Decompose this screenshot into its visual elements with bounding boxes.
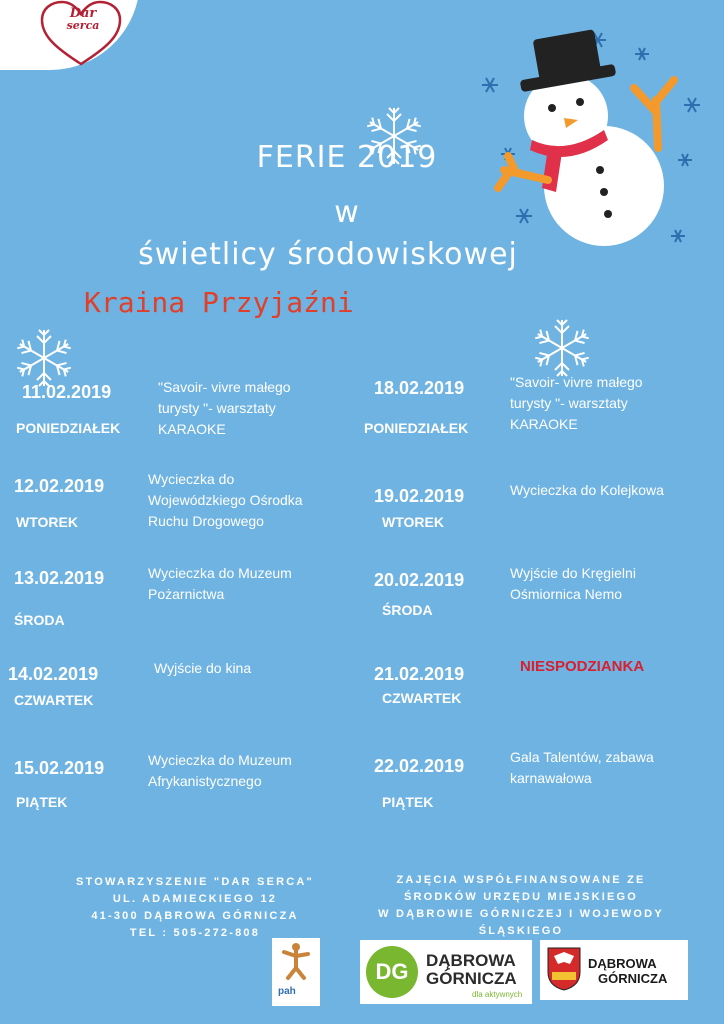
date-right-1: 18.02.2019	[374, 378, 465, 398]
day-left-4: CZWARTEK	[14, 692, 94, 708]
city-name-line2: GÓRNICZA	[598, 971, 668, 986]
activity-line: turysty "- warsztaty	[510, 395, 628, 411]
activity-line: Ruchu Drogowego	[148, 513, 264, 529]
day-right-4: CZWARTEK	[382, 690, 462, 706]
activity-line: Gala Talentów, zabawa	[510, 749, 654, 765]
city-crest-logo	[540, 940, 688, 1000]
activity-line: "Savoir- vivre małego	[510, 374, 643, 390]
footer-line: TEL : 505-272-808	[129, 927, 261, 939]
footer-line: ŚLĄSKIEGO	[478, 925, 564, 937]
activity-line: Wycieczka do Kolejkowa	[510, 482, 664, 498]
day-right-2: WTOREK	[382, 514, 444, 530]
logo-text	[48, 8, 118, 32]
date-left-5: 15.02.2019	[14, 758, 105, 778]
title-line3: świetlicy środowiskowej	[138, 237, 518, 272]
city-name	[588, 956, 667, 986]
day-left-3: ŚRODA	[14, 612, 65, 628]
footer-line: 41-300 DĄBROWA GÓRNICZA	[91, 910, 299, 922]
pah-text: pah	[278, 986, 296, 997]
city-name-line1: DĄBROWA	[588, 956, 657, 971]
activity-right-5	[510, 747, 654, 789]
dg-mark: DG	[366, 946, 418, 998]
activity-line: Afrykanistycznego	[148, 773, 262, 789]
snowflake-icon	[530, 316, 594, 380]
date-right-4: 21.02.2019	[374, 664, 465, 684]
date-right-5: 22.02.2019	[374, 756, 465, 776]
date-left-1: 11.02.2019	[22, 382, 112, 402]
dg-tagline: dla aktywnych	[472, 990, 523, 999]
activity-line: KARAOKE	[158, 421, 226, 437]
dg-name-line2: GÓRNICZA	[426, 969, 517, 988]
footer-line: ŚRODKÓW URZĘDU MIEJSKIEGO	[403, 891, 639, 903]
activity-line: turysty "- warsztaty	[158, 400, 276, 416]
pah-logo	[272, 938, 320, 1006]
activity-right-2	[510, 480, 664, 501]
footer-address	[40, 874, 350, 942]
day-left-5: PIĄTEK	[16, 794, 68, 810]
footer-line: ZAJĘCIA WSPÓŁFINANSOWANE ZE	[396, 874, 646, 886]
title-line2: w	[334, 195, 360, 230]
activity-line: Wycieczka do Muzeum	[148, 752, 292, 768]
day-right-1: PONIEDZIAŁEK	[364, 420, 469, 436]
coat-of-arms-icon	[546, 946, 582, 992]
activity-line: KARAOKE	[510, 416, 578, 432]
activity-line: karnawałowa	[510, 770, 592, 786]
activity-left-3	[148, 563, 292, 605]
activity-line: Wojewódzkiego Ośrodka	[148, 492, 303, 508]
activity-left-2	[148, 469, 303, 532]
activity-line: Wycieczka do	[148, 471, 235, 487]
dg-name	[426, 952, 517, 988]
snowflake-icon	[12, 326, 76, 390]
activity-line: Wycieczka do Muzeum	[148, 565, 292, 581]
activity-left-5	[148, 750, 292, 792]
activity-line: Wyjście do kina	[154, 660, 252, 676]
subtitle: Kraina Przyjaźni	[84, 286, 354, 319]
date-right-3: 20.02.2019	[374, 570, 465, 590]
activity-line: "Savoir- vivre małego	[158, 379, 291, 395]
dg-name-line1: DĄBROWA	[426, 951, 516, 970]
date-left-4: 14.02.2019	[8, 664, 99, 684]
surprise-label: NIESPODZIANKA	[520, 658, 645, 675]
activity-right-3	[510, 563, 636, 605]
activity-left-4	[154, 658, 251, 679]
activity-left-1	[158, 377, 291, 440]
activity-right-1	[510, 372, 643, 435]
logo-text-line2: serca	[66, 19, 100, 32]
day-left-2: WTOREK	[16, 514, 78, 530]
day-left-1: PONIEDZIAŁEK	[16, 420, 121, 436]
activity-line: Wyjście do Kręgielni	[510, 565, 636, 581]
activity-line: Pożarnictwa	[148, 586, 225, 602]
date-left-3: 13.02.2019	[14, 568, 105, 588]
day-right-5: PIĄTEK	[382, 794, 434, 810]
date-right-2: 19.02.2019	[374, 486, 465, 506]
footer-funding	[356, 872, 686, 940]
pah-figure-icon	[280, 942, 312, 982]
dabrowa-gornicza-aktywni-logo	[360, 940, 532, 1004]
footer-line: W DĄBROWIE GÓRNICZEJ I WOJEWODY	[378, 908, 664, 920]
footer-line: STOWARZYSZENIE "DAR SERCA"	[76, 876, 314, 888]
activity-line: Ośmiornica Nemo	[510, 586, 623, 602]
footer-line: UL. ADAMIECKIEGO 12	[112, 893, 278, 905]
day-right-3: ŚRODA	[382, 602, 433, 618]
date-left-2: 12.02.2019	[14, 476, 105, 496]
title-line1: FERIE 2019	[256, 140, 438, 175]
logo-text-line1: Dar	[69, 6, 97, 21]
